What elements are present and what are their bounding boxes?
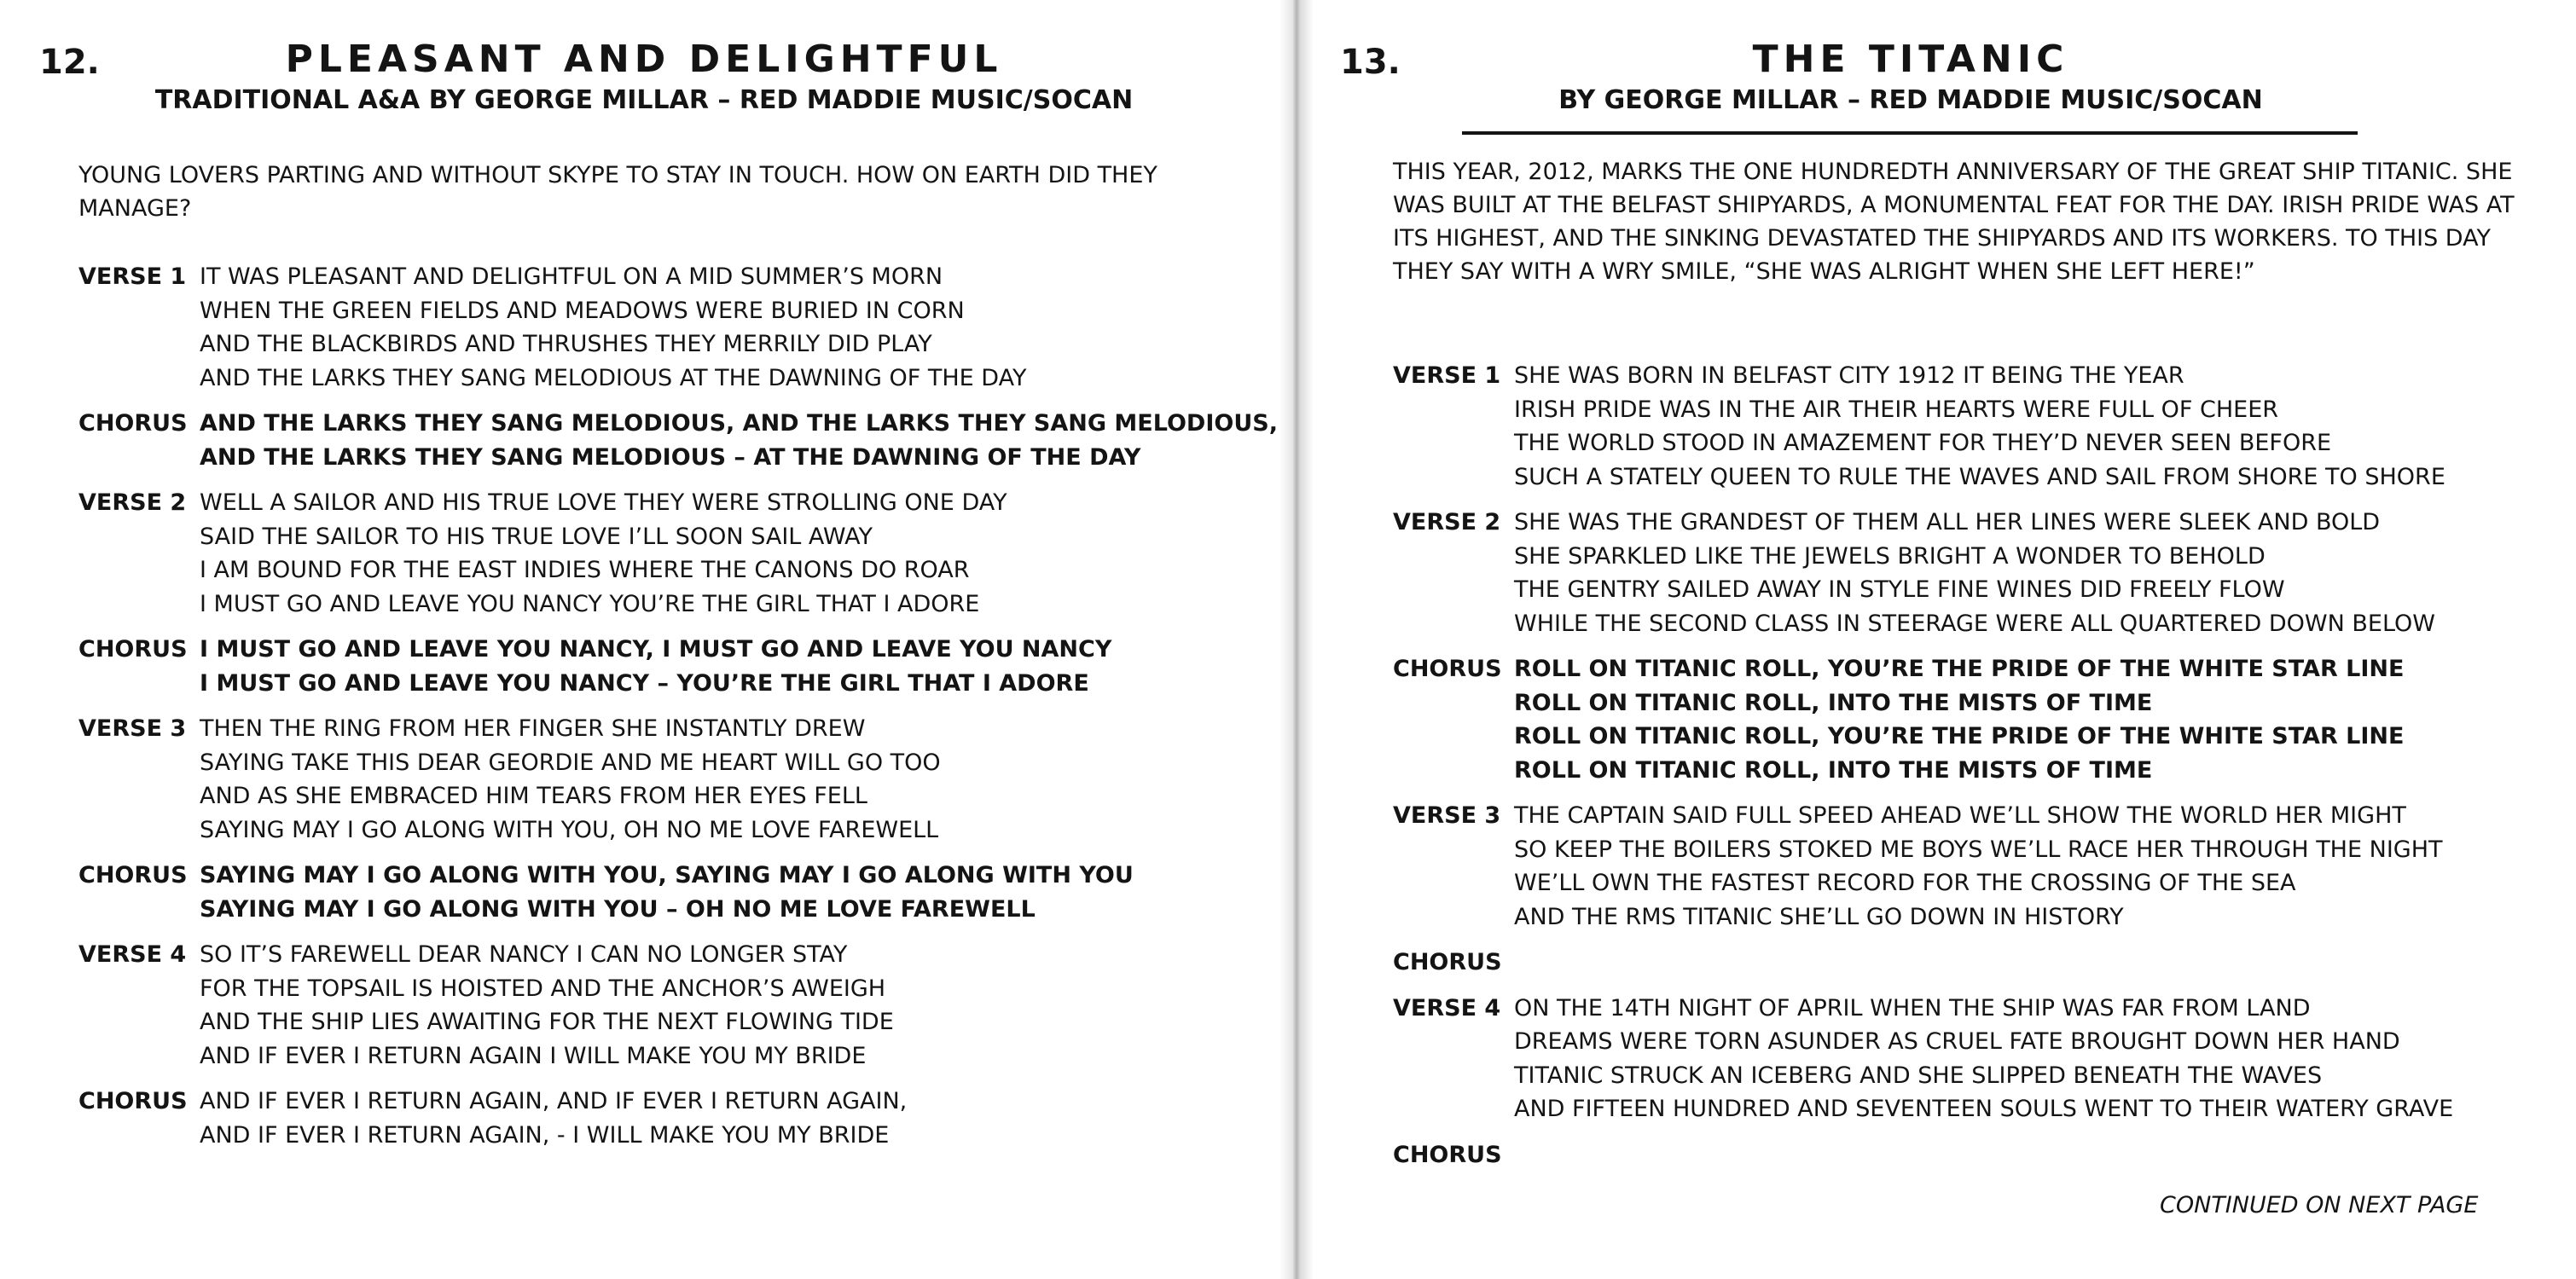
section-label: CHORUS xyxy=(78,1088,188,1114)
verse-block xyxy=(78,712,1278,847)
chorus-block xyxy=(1393,946,2453,980)
lyric-line: AND THE BLACKBIRDS AND THRUSHES THEY MERRILY DID PLAY xyxy=(200,331,932,357)
lyric-line: FOR THE TOPSAIL IS HOISTED AND THE ANCHOR’S AWEIGH xyxy=(200,975,886,1002)
chorus-block xyxy=(78,859,1278,926)
lyric-lines xyxy=(200,1085,907,1152)
lyric-lines xyxy=(1514,799,2443,934)
lyric-line: AND IF EVER I RETURN AGAIN, AND IF EVER I RETURN AGAIN, xyxy=(200,1088,908,1114)
verse-block xyxy=(1393,359,2453,494)
verse-block xyxy=(78,486,1278,621)
lyric-line: AND THE RMS TITANIC SHE’LL GO DOWN IN HISTORY xyxy=(1514,903,2124,930)
lyric-line: AND THE SHIP LIES AWAITING FOR THE NEXT FLOWING TIDE xyxy=(200,1009,894,1035)
lyric-line: ROLL ON TITANIC ROLL, INTO THE MISTS OF TIME xyxy=(1514,689,2153,716)
lyric-line: AND FIFTEEN HUNDRED AND SEVENTEEN SOULS WENT TO THEIR WATERY GRAVE xyxy=(1514,1096,2454,1122)
section-label: VERSE 4 xyxy=(1393,994,1501,1021)
right-page xyxy=(1297,0,2576,1279)
lyric-line: SAYING TAKE THIS DEAR GEORDIE AND ME HEART WILL GO TOO xyxy=(200,749,941,776)
section-label: VERSE 1 xyxy=(78,263,187,290)
lyrics-sections xyxy=(1393,359,2453,1184)
section-label: VERSE 3 xyxy=(78,715,187,742)
lyric-line: ON THE 14TH NIGHT OF APRIL WHEN THE SHIP WAS FAR FROM LAND xyxy=(1514,994,2311,1021)
lyric-lines xyxy=(200,938,894,1073)
lyric-lines xyxy=(200,407,1278,474)
lyric-line: AND THE LARKS THEY SANG MELODIOUS AT THE DAWNING OF THE DAY xyxy=(200,364,1027,391)
lyric-lines xyxy=(1514,652,2404,787)
lyric-line: SAID THE SAILOR TO HIS TRUE LOVE I’LL SOON SAIL AWAY xyxy=(200,523,873,550)
lyric-line: I MUST GO AND LEAVE YOU NANCY, I MUST GO AND LEAVE YOU NANCY xyxy=(200,636,1112,663)
lyric-line: SAYING MAY I GO ALONG WITH YOU, SAYING MAY I GO ALONG WITH YOU xyxy=(200,862,1134,888)
verse-block xyxy=(78,938,1278,1073)
song-credit: TRADITIONAL A&A BY GEORGE MILLAR – RED MADDIE MUSIC/SOCAN xyxy=(154,85,1134,115)
lyric-line: AND IF EVER I RETURN AGAIN, - I WILL MAKE YOU MY BRIDE xyxy=(200,1121,890,1149)
lyric-line: WHILE THE SECOND CLASS IN STEERAGE WERE ALL QUARTERED DOWN BELOW xyxy=(1514,610,2435,637)
lyric-line: AND IF EVER I RETURN AGAIN I WILL MAKE YOU MY BRIDE xyxy=(200,1042,867,1069)
verse-block xyxy=(1393,992,2453,1126)
lyric-line: AND AS SHE EMBRACED HIM TEARS FROM HER EYES FELL xyxy=(200,783,867,809)
lyrics-sections xyxy=(78,260,1278,1164)
lyric-lines xyxy=(1514,992,2453,1126)
lyric-line: I AM BOUND FOR THE EAST INDIES WHERE THE CANONS DO ROAR xyxy=(200,557,970,583)
lyric-line: THE GENTRY SAILED AWAY IN STYLE FINE WINES DID FREELY FLOW xyxy=(1514,576,2285,603)
lyric-line: SHE SPARKLED LIKE THE JEWELS BRIGHT A WONDER TO BEHOLD xyxy=(1514,542,2266,570)
lyric-line: SUCH A STATELY QUEEN TO RULE THE WAVES AND SAIL FROM SHORE TO SHORE xyxy=(1514,463,2445,490)
lyric-line: I MUST GO AND LEAVE YOU NANCY – YOU’RE THE GIRL THAT I ADORE xyxy=(200,669,1089,697)
lyric-line: ROLL ON TITANIC ROLL, INTO THE MISTS OF TIME xyxy=(1514,756,2153,784)
lyric-line: I MUST GO AND LEAVE YOU NANCY YOU’RE THE GIRL THAT I ADORE xyxy=(200,590,980,617)
section-label: VERSE 3 xyxy=(1393,802,1501,829)
lyric-line: ROLL ON TITANIC ROLL, YOU’RE THE PRIDE OF THE WHITE STAR LINE xyxy=(1514,723,2405,749)
section-label: CHORUS xyxy=(78,862,188,888)
lyric-line: SO IT’S FAREWELL DEAR NANCY I CAN NO LONGER STAY xyxy=(200,941,848,968)
verse-block xyxy=(78,260,1278,395)
section-label: CHORUS xyxy=(1393,656,1502,682)
lyric-line: WE’LL OWN THE FASTEST RECORD FOR THE CROSSING OF THE SEA xyxy=(1514,870,2296,896)
song-intro: THIS YEAR, 2012, MARKS THE ONE HUNDREDTH ANNIVERSARY OF THE GREAT SHIP TITANIC. SHE WAS BUILT AT THE BELFAST SHIPYARDS, A MONUMENTAL FEAT FOR THE DAY. IRISH PRIDE WAS AT ITS HIGHEST, AND THE SINKING DEVASTATED THE SHIPYARDS AND ITS WORKERS. TO THIS DAY THEY SAY WITH A WRY SMILE, “SHE WAS ALRIGHT WHEN SHE LEFT HERE!” xyxy=(1393,159,2515,285)
verse-block xyxy=(1393,799,2453,934)
lyric-lines xyxy=(200,260,1026,395)
lyric-lines xyxy=(1514,359,2445,494)
lyric-line: IT WAS PLEASANT AND DELIGHTFUL ON A MID SUMMER’S MORN xyxy=(200,263,943,290)
section-label: CHORUS xyxy=(1393,949,1502,975)
chorus-block xyxy=(78,1085,1278,1152)
verse-block xyxy=(1393,506,2453,640)
lyric-line: AND THE LARKS THEY SANG MELODIOUS, AND THE LARKS THEY SANG MELODIOUS, xyxy=(200,410,1278,437)
continued-note: CONTINUED ON NEXT PAGE xyxy=(2160,1192,2479,1218)
lyric-line: THE WORLD STOOD IN AMAZEMENT FOR THEY’D NEVER SEEN BEFORE xyxy=(1514,430,2332,456)
section-label: VERSE 2 xyxy=(78,489,187,516)
song-intro: YOUNG LOVERS PARTING AND WITHOUT SKYPE TO STAY IN TOUCH. HOW ON EARTH DID THEY MANAGE? xyxy=(78,162,1157,222)
chorus-block xyxy=(78,633,1278,700)
lyric-line: THE CAPTAIN SAID FULL SPEED AHEAD WE’LL SHOW THE WORLD HER MIGHT xyxy=(1514,802,2406,829)
section-label: CHORUS xyxy=(78,410,188,437)
lyric-line: THEN THE RING FROM HER FINGER SHE INSTANTLY DREW xyxy=(200,715,866,742)
lyric-lines xyxy=(200,712,941,847)
title-rule xyxy=(1462,131,2358,135)
section-label: VERSE 4 xyxy=(78,941,187,968)
chorus-block xyxy=(1393,1138,2453,1172)
section-label: CHORUS xyxy=(78,636,188,663)
song-number: 13. xyxy=(1340,43,1401,82)
lyric-lines xyxy=(1514,506,2435,640)
section-label: VERSE 2 xyxy=(1393,509,1501,535)
lyric-line: IRISH PRIDE WAS IN THE AIR THEIR HEARTS WERE FULL OF CHEER xyxy=(1514,396,2279,423)
lyric-line: SHE WAS BORN IN BELFAST CITY 1912 IT BEING THE YEAR xyxy=(1514,362,2184,389)
section-label: CHORUS xyxy=(1393,1141,1502,1168)
lyric-line: TITANIC STRUCK AN ICEBERG AND SHE SLIPPED BENEATH THE WAVES xyxy=(1514,1062,2323,1089)
section-label: VERSE 1 xyxy=(1393,362,1501,389)
lyric-line: ROLL ON TITANIC ROLL, YOU’RE THE PRIDE OF THE WHITE STAR LINE xyxy=(1514,656,2405,682)
lyric-lines xyxy=(200,633,1111,700)
song-title: PLEASANT AND DELIGHTFUL xyxy=(285,38,1003,81)
lyric-line: WELL A SAILOR AND HIS TRUE LOVE THEY WERE STROLLING ONE DAY xyxy=(200,489,1007,516)
song-number: 12. xyxy=(39,43,100,82)
lyric-line: SHE WAS THE GRANDEST OF THEM ALL HER LINES WERE SLEEK AND BOLD xyxy=(1514,509,2381,535)
chorus-block xyxy=(1393,652,2453,787)
lyric-lines xyxy=(200,486,1007,621)
lyric-line: SAYING MAY I GO ALONG WITH YOU – OH NO ME LOVE FAREWELL xyxy=(200,895,1036,923)
lyric-line: WHEN THE GREEN FIELDS AND MEADOWS WERE BURIED IN CORN xyxy=(200,297,965,324)
lyric-line: SO KEEP THE BOILERS STOKED ME BOYS WE’LL RACE HER THROUGH THE NIGHT xyxy=(1514,836,2443,863)
lyric-line: AND THE LARKS THEY SANG MELODIOUS – AT THE DAWNING OF THE DAY xyxy=(200,443,1141,471)
song-credit: BY GEORGE MILLAR – RED MADDIE MUSIC/SOCAN xyxy=(1558,85,2263,115)
chorus-block xyxy=(78,407,1278,474)
lyric-line: DREAMS WERE TORN ASUNDER AS CRUEL FATE BROUGHT DOWN HER HAND xyxy=(1514,1028,2400,1055)
lyric-lines xyxy=(200,859,1134,926)
lyric-line: SAYING MAY I GO ALONG WITH YOU, OH NO ME LOVE FAREWELL xyxy=(200,816,939,843)
song-title: THE TITANIC xyxy=(1752,38,2069,81)
